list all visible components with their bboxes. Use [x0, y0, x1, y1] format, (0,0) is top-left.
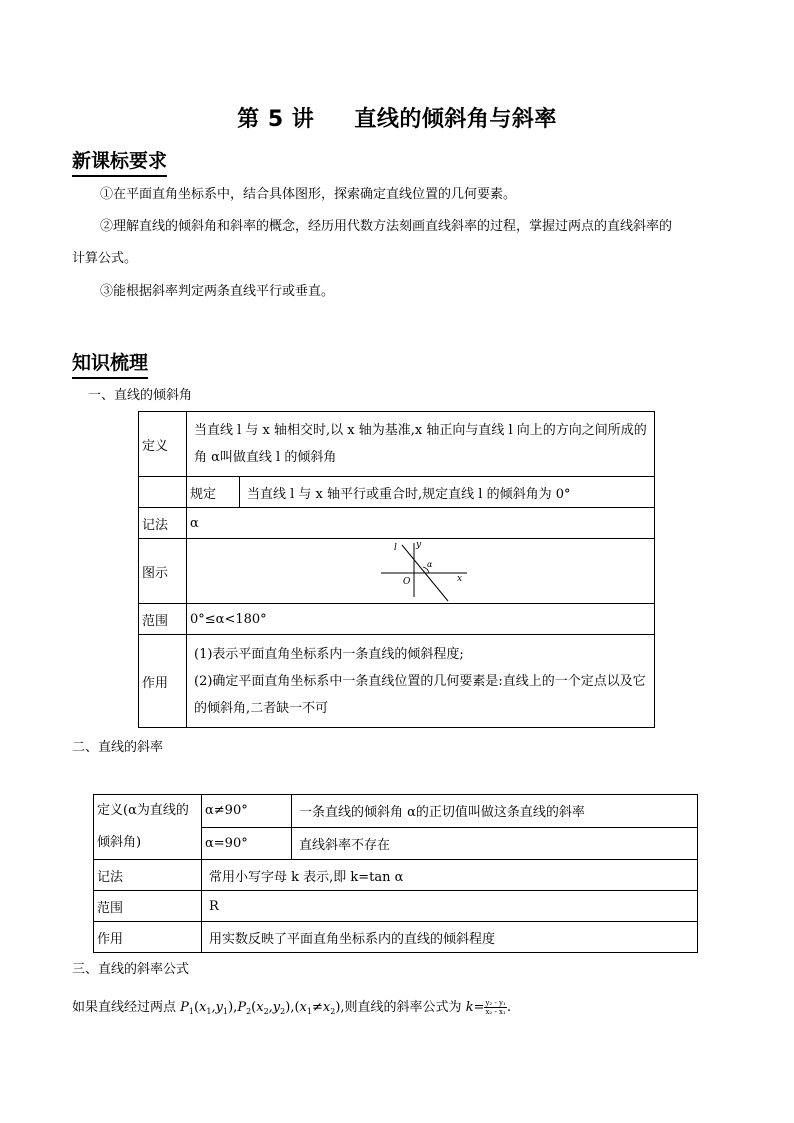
inclination-diagram [377, 539, 497, 603]
slope-formula-line: 如果直线经过两点 $P_1(x_1,y_1),P_2(x_2,y_2),(x_1\ne x_2)$,则直线的斜率公式为 k= $\frac{\text{y₂ - y₁}}{\text{x₂ - x₁}}$ . [72, 999, 511, 1016]
slope-notation-value: 常用小写字母 k 表示,即 k=tan α [202, 860, 698, 891]
role-1: (1)表示平面直角坐标系内一条直线的倾斜程度; [194, 646, 464, 662]
slope-definition-text: 一条直线的倾斜角 α的正切值叫做这条直线的斜率 [292, 795, 698, 828]
section1-heading: 一、直线的倾斜角 [88, 388, 193, 403]
requirement-item-2-cont: 计算公式。 [72, 251, 138, 266]
rule-text: 当直线 l 与 x 轴平行或重合时,规定直线 l 的倾斜角为 0° [240, 477, 655, 508]
section2-heading: 二、直线的斜率 [72, 740, 164, 755]
slope-range-label: 范围 [94, 891, 202, 922]
diagram-label: 图示 [139, 539, 187, 604]
label-alpha: α [427, 560, 433, 569]
lecture-topic: 直线的倾斜角与斜率 [354, 107, 557, 132]
role-label: 作用 [139, 635, 187, 728]
requirements-heading: 新课标要求 [72, 148, 167, 177]
requirement-item-1: ①在平面直角坐标系中，结合具体图形，探索确定直线位置的几何要素。 [100, 187, 517, 202]
page-title [0, 102, 794, 133]
condition-90: α=90° [202, 827, 292, 860]
slope-definition-label: 定义(α为直线的 倾斜角) [94, 795, 202, 860]
requirement-item-2: ②理解直线的倾斜角和斜率的概念，经历用代数方法刻画直线斜率的过程，掌握过两点的直线斜率的 [100, 219, 673, 234]
inclination-table [138, 411, 655, 728]
knowledge-heading: 知识梳理 [72, 350, 148, 379]
slope-range-value: R [202, 891, 698, 922]
slope-table [93, 794, 698, 953]
label-y: y [416, 540, 422, 550]
slope-role-value: 用实数反映了平面直角坐标系内的直线的倾斜程度 [202, 922, 698, 953]
lecture-number: 第 5 讲 [237, 107, 315, 132]
definition-label: 定义 [139, 412, 187, 477]
definition-text: 当直线 l 与 x 轴相交时,以 x 轴为基准,x 轴正向与直线 l 向上的方向之间所成的角 α叫做直线 l 的倾斜角 [187, 412, 655, 477]
label-origin: O [403, 577, 411, 587]
requirement-item-3: ③能根据斜率判定两条直线平行或垂直。 [100, 284, 335, 299]
slope-role-label: 作用 [94, 922, 202, 953]
role-2: (2)确定平面直角坐标系中一条直线位置的几何要素是:直线上的一个定点以及它的倾斜角,二者缺一不可 [194, 673, 646, 716]
range-value: 0°≤α<180° [187, 604, 655, 635]
label-x: x [457, 574, 463, 584]
slope-notation-label: 记法 [94, 860, 202, 891]
role-cell [187, 635, 655, 728]
rule-label: 规定 [187, 477, 240, 508]
label-l: l [394, 543, 397, 553]
slope-undefined-text: 直线斜率不存在 [292, 827, 698, 860]
diagram-cell [187, 539, 655, 604]
notation-label: 记法 [139, 508, 187, 539]
range-label: 范围 [139, 604, 187, 635]
section3-heading: 三、直线的斜率公式 [72, 962, 190, 977]
slope-fraction: $\frac{\text{y₂ - y₁}}{\text{x₂ - x₁}}$ [485, 999, 506, 1016]
notation-value: α [187, 508, 655, 539]
condition-not-90: α≠90° [202, 795, 292, 828]
